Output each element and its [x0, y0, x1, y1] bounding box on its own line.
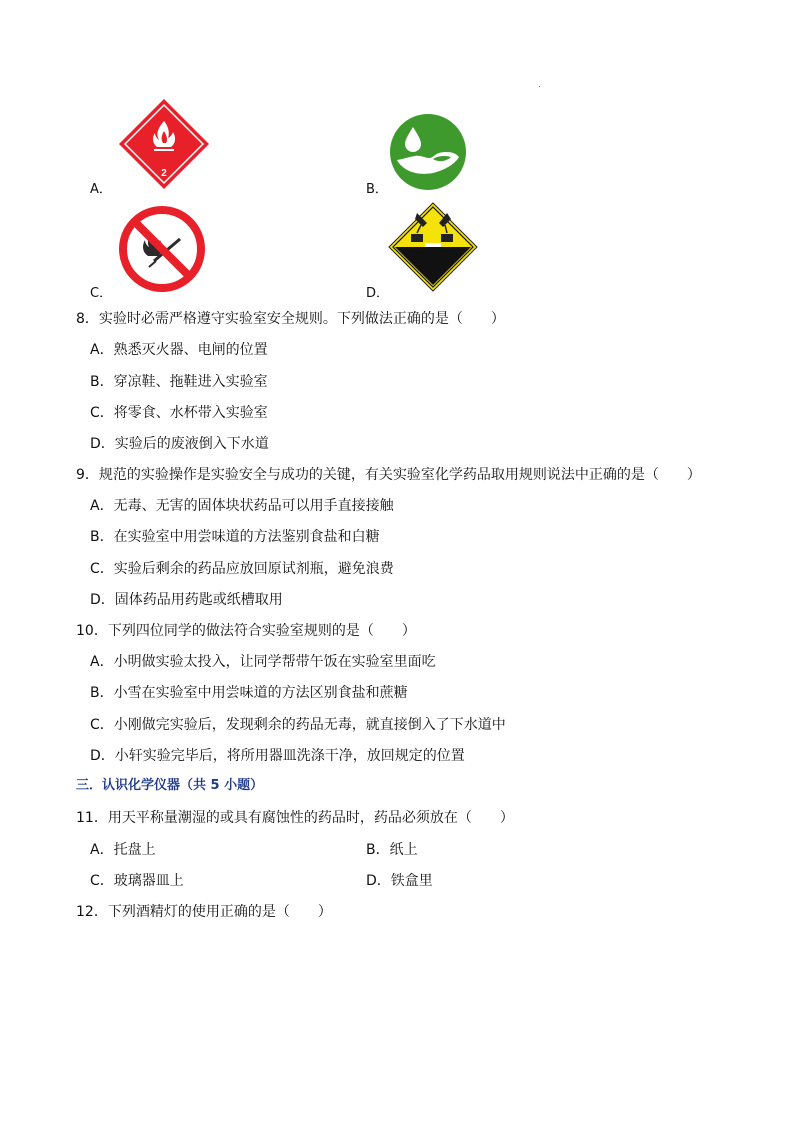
question-10-stem: 10．下列四位同学的做法符合实验室规则的是（ ） — [76, 623, 416, 639]
no-open-flame-icon — [118, 205, 206, 293]
question-8-stem: 8．实验时必需严格遵守实验室安全规则。下列做法正确的是（ ） — [76, 311, 505, 327]
question-11-option-d: D．铁盒里 — [366, 873, 433, 889]
question-8-option-d: D．实验后的废液倒入下水道 — [90, 436, 269, 452]
option-c-label: C． — [90, 286, 113, 301]
question-11-option-a: A．托盘上 — [90, 842, 156, 858]
question-9-option-d: D．固体药品用药匙或纸槽取用 — [90, 592, 283, 608]
corrosive-hazard-icon — [387, 201, 479, 293]
question-10-option-d: D．小轩实验完毕后，将所用器皿洗涤干净，放回规定的位置 — [90, 748, 465, 764]
question-9-option-a: A．无毒、无害的固体块状药品可以用手直接接触 — [90, 498, 394, 514]
hazard-class-number: 2 — [161, 168, 167, 179]
question-8-option-a: A．熟悉灭火器、电闸的位置 — [90, 342, 268, 358]
question-11-option-c: C．玻璃器皿上 — [90, 873, 184, 889]
question-10-option-c: C．小刚做完实验后，发现剩余的药品无毒，就直接倒入了下水道中 — [90, 717, 506, 733]
stray-mark — [539, 86, 540, 87]
option-a-label: A． — [90, 182, 112, 197]
question-11-stem: 11．用天平称量潮湿的或具有腐蚀性的药品时，药品必须放在（ ） — [76, 810, 514, 826]
option-d-label: D． — [366, 286, 390, 301]
section-heading: 三．认识化学仪器（共 5 小题） — [76, 778, 264, 793]
question-9-option-b: B．在实验室中用尝味道的方法鉴别食盐和白糖 — [90, 529, 380, 545]
flammable-hazard-icon — [117, 97, 211, 191]
option-b-label: B． — [366, 182, 388, 197]
question-8-option-c: C．将零食、水杯带入实验室 — [90, 405, 268, 421]
question-10-option-a: A．小明做实验太投入，让同学帮带午饭在实验室里面吃 — [90, 654, 436, 670]
question-11-option-b: B．纸上 — [366, 842, 418, 858]
question-10-option-b: B．小雪在实验室中用尝味道的方法区别食盐和蔗糖 — [90, 685, 408, 701]
water-drop-hand-icon — [389, 113, 467, 191]
question-12-stem: 12．下列酒精灯的使用正确的是（ ） — [76, 904, 332, 920]
question-9-stem: 9．规范的实验操作是实验安全与成功的关键，有关实验室化学药品取用规则说法中正确的是（ ） — [76, 467, 701, 483]
question-8-option-b: B．穿凉鞋、拖鞋进入实验室 — [90, 374, 268, 390]
question-9-option-c: C．实验后剩余的药品应放回原试剂瓶，避免浪费 — [90, 561, 394, 577]
